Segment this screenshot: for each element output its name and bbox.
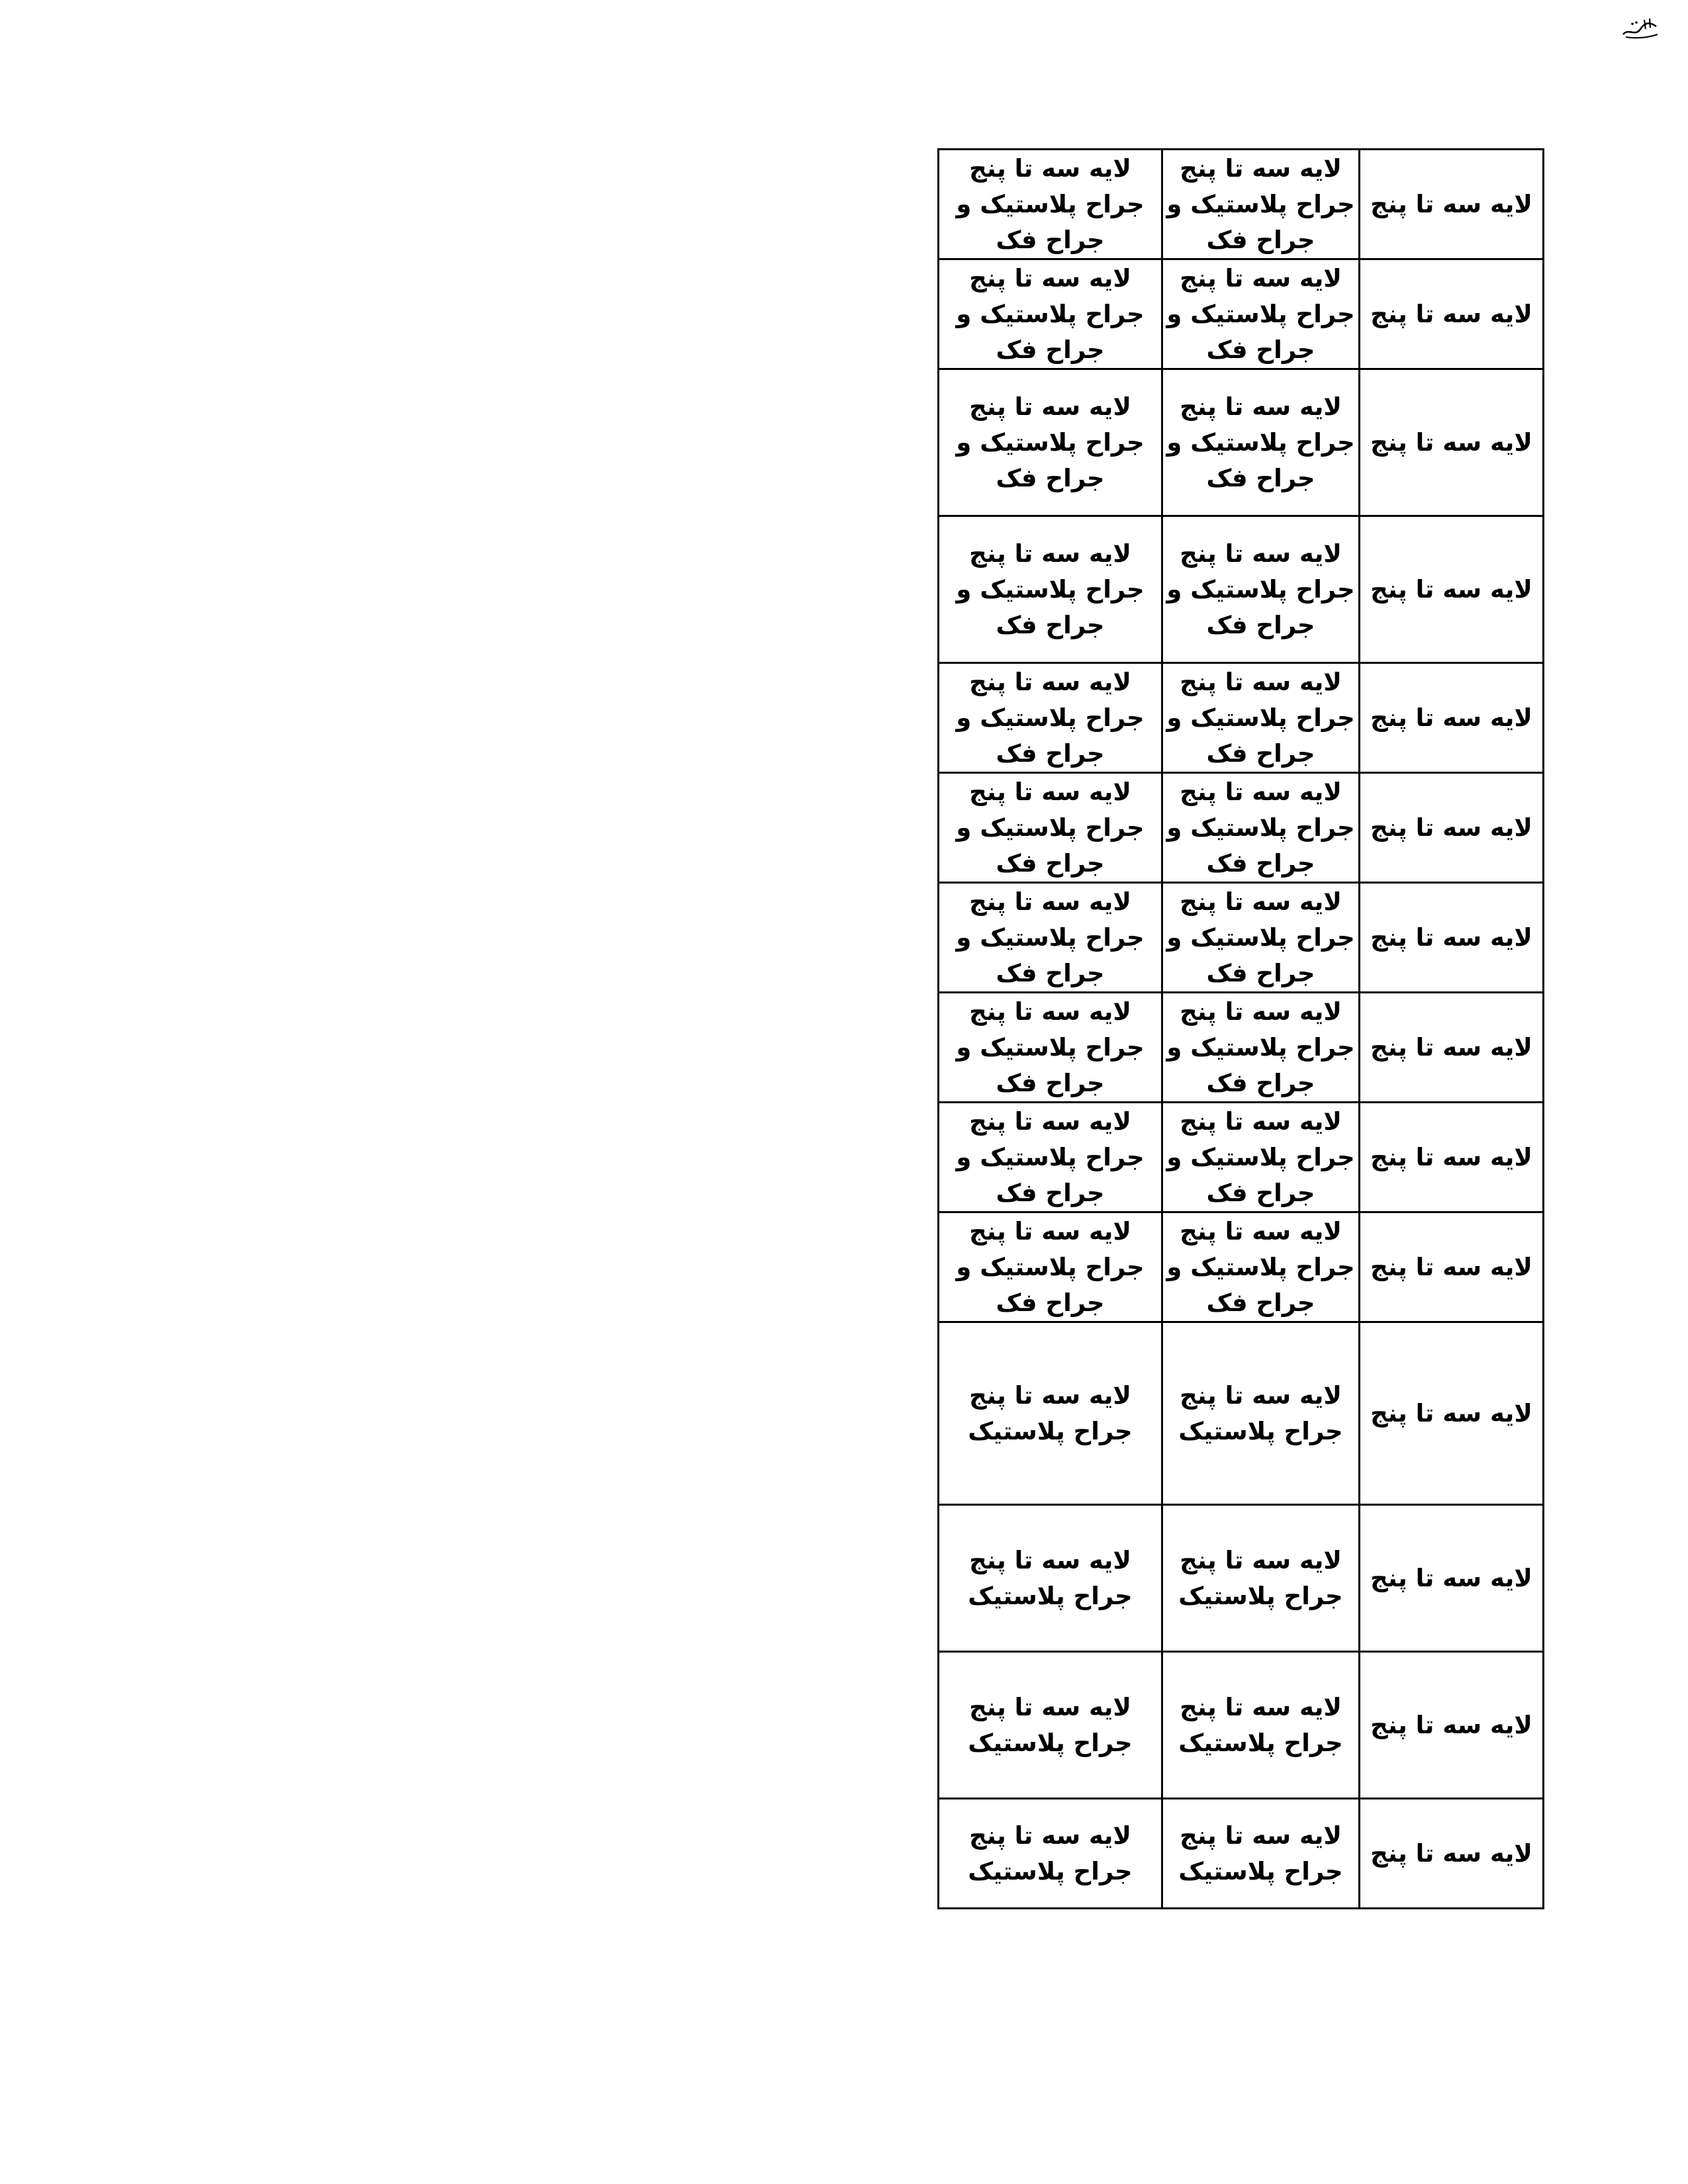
table-cell — [939, 663, 1162, 773]
cell-line: لایه سه تا پنج — [1180, 539, 1342, 568]
cell-text — [939, 389, 1161, 496]
table-row — [939, 993, 1544, 1103]
table-cell — [939, 150, 1162, 259]
table-cell — [1162, 1103, 1360, 1212]
table-cell — [1162, 1652, 1360, 1799]
cell-text — [1163, 774, 1358, 882]
table-cell — [1162, 1799, 1360, 1909]
cell-text — [1163, 1690, 1358, 1761]
cell-line: لایه سه تا پنج — [1370, 813, 1532, 842]
cell-line: جراح فک — [1206, 335, 1315, 364]
cell-line: جراح پلاستیک و — [956, 813, 1145, 842]
cell-line: لایه سه تا پنج — [969, 1821, 1131, 1850]
cell-line: لایه سه تا پنج — [1370, 1710, 1532, 1739]
cell-text — [1163, 1214, 1358, 1321]
cell-line: جراح فک — [996, 1288, 1105, 1317]
cell-line: جراح فک — [996, 610, 1105, 639]
cell-line: جراح پلاستیک — [968, 1416, 1133, 1445]
table-cell — [939, 1212, 1162, 1322]
table-row — [939, 369, 1544, 516]
cell-text — [1360, 425, 1542, 461]
table-cell — [1162, 150, 1360, 259]
cell-line: جراح پلاستیک — [1178, 1856, 1343, 1886]
cell-text — [1163, 1543, 1358, 1614]
cell-line: جراح فک — [996, 225, 1105, 254]
cell-line: جراح پلاستیک و — [1166, 299, 1355, 328]
cell-line: جراح فک — [1206, 1288, 1315, 1317]
cell-line: جراح پلاستیک و — [1166, 189, 1355, 218]
cell-line: لایه سه تا پنج — [1180, 777, 1342, 806]
cell-text — [939, 1214, 1161, 1321]
table-row — [939, 259, 1544, 369]
cell-line: جراح پلاستیک و — [956, 1252, 1145, 1281]
cell-line: لایه سه تا پنج — [1370, 1032, 1532, 1062]
cell-line: لایه سه تا پنج — [969, 539, 1131, 568]
cell-line: جراح فک — [1206, 1068, 1315, 1097]
table-cell — [1360, 1505, 1544, 1652]
table-cell — [1360, 1652, 1544, 1799]
cell-line: لایه سه تا پنج — [1370, 1252, 1532, 1281]
table-cell — [1360, 1212, 1544, 1322]
table-cell — [1360, 883, 1544, 993]
table-cell — [1360, 1322, 1544, 1505]
table-cell — [1162, 516, 1360, 663]
cell-line: لایه سه تا پنج — [969, 777, 1131, 806]
cell-line: لایه سه تا پنج — [969, 1381, 1131, 1410]
table-row — [939, 1652, 1544, 1799]
table-row — [939, 1103, 1544, 1212]
cell-line: لایه سه تا پنج — [1370, 1142, 1532, 1171]
table-cell — [939, 773, 1162, 883]
cell-line: لایه سه تا پنج — [1370, 1839, 1532, 1868]
cell-text — [1360, 700, 1542, 736]
cell-line: لایه سه تا پنج — [1180, 1381, 1342, 1410]
cell-text — [939, 261, 1161, 368]
cell-line: جراح پلاستیک و — [956, 299, 1145, 328]
table-row — [939, 663, 1544, 773]
cell-line: جراح فک — [1206, 958, 1315, 987]
table-cell — [1162, 1505, 1360, 1652]
logo-mark-icon — [1619, 15, 1660, 42]
cell-line: لایه سه تا پنج — [1370, 299, 1532, 328]
cell-line: لایه سه تا پنج — [1370, 1398, 1532, 1428]
table-cell — [1360, 1799, 1544, 1909]
cell-line: جراح فک — [996, 1068, 1105, 1097]
cell-line: جراح پلاستیک — [968, 1581, 1133, 1610]
cell-line: لایه سه تا پنج — [1180, 887, 1342, 916]
cell-line: جراح فک — [996, 463, 1105, 492]
table-cell — [1360, 516, 1544, 663]
cell-line: لایه سه تا پنج — [1370, 703, 1532, 732]
cell-line: جراح پلاستیک و — [1166, 574, 1355, 604]
table-cell — [939, 883, 1162, 993]
cell-text — [939, 1690, 1161, 1761]
cell-line: جراح فک — [996, 739, 1105, 768]
cell-text — [939, 151, 1161, 258]
cell-text — [1163, 261, 1358, 368]
table-row — [939, 1505, 1544, 1652]
cell-text — [939, 536, 1161, 643]
cell-text — [939, 1104, 1161, 1211]
cell-line: لایه سه تا پنج — [969, 1692, 1131, 1721]
cell-text — [1163, 389, 1358, 496]
publisher-logo-icon — [1619, 15, 1660, 42]
cell-text — [1163, 664, 1358, 772]
cell-line: لایه سه تا پنج — [1180, 997, 1342, 1026]
cell-line: لایه سه تا پنج — [969, 1216, 1131, 1246]
table-row — [939, 773, 1544, 883]
cell-line: جراح پلاستیک و — [1166, 428, 1355, 457]
cell-text — [1360, 810, 1542, 846]
cell-line: لایه سه تا پنج — [969, 1107, 1131, 1136]
table-cell — [939, 993, 1162, 1103]
cell-text — [939, 664, 1161, 772]
cell-line: لایه سه تا پنج — [1180, 1216, 1342, 1246]
cell-line: جراح پلاستیک — [1178, 1416, 1343, 1445]
table-cell — [939, 1799, 1162, 1909]
cell-line: لایه سه تا پنج — [1180, 1821, 1342, 1850]
table-cell — [1360, 369, 1544, 516]
cell-text — [1163, 1104, 1358, 1211]
table-cell — [1162, 1322, 1360, 1505]
table-cell — [939, 1505, 1162, 1652]
cell-line: لایه سه تا پنج — [969, 154, 1131, 183]
table-cell — [1360, 993, 1544, 1103]
cell-line: لایه سه تا پنج — [1370, 1563, 1532, 1592]
cell-line: لایه سه تا پنج — [1180, 154, 1342, 183]
table-cell — [939, 369, 1162, 516]
cell-text — [1360, 1396, 1542, 1432]
table-row — [939, 516, 1544, 663]
cell-line: لایه سه تا پنج — [1370, 574, 1532, 604]
cell-text — [1360, 187, 1542, 222]
cell-line: جراح فک — [996, 1178, 1105, 1207]
cell-text — [1163, 536, 1358, 643]
cell-line: جراح پلاستیک و — [956, 574, 1145, 604]
cell-line: جراح پلاستیک و — [956, 1032, 1145, 1062]
cell-line: لایه سه تا پنج — [969, 1545, 1131, 1574]
cell-line: جراح فک — [1206, 739, 1315, 768]
cell-line: جراح فک — [1206, 610, 1315, 639]
table-cell — [1162, 369, 1360, 516]
cell-line: لایه سه تا پنج — [969, 392, 1131, 421]
cell-text — [1360, 1707, 1542, 1743]
cell-line: جراح فک — [1206, 225, 1315, 254]
table-cell — [1162, 883, 1360, 993]
table-cell — [1360, 259, 1544, 369]
cell-line: لایه سه تا پنج — [1370, 923, 1532, 952]
cell-text — [1163, 884, 1358, 991]
table-cell — [939, 259, 1162, 369]
table-cell — [1162, 259, 1360, 369]
table-cell — [1162, 1212, 1360, 1322]
cell-text — [1163, 994, 1358, 1101]
cell-text — [1163, 1378, 1358, 1449]
cell-text — [939, 1818, 1161, 1889]
cell-text — [939, 1378, 1161, 1449]
cell-line: جراح پلاستیک و — [1166, 813, 1355, 842]
cell-line: جراح پلاستیک و — [1166, 1032, 1355, 1062]
table-row — [939, 1799, 1544, 1909]
cell-line: لایه سه تا پنج — [1180, 263, 1342, 293]
cell-line: جراح پلاستیک و — [1166, 1142, 1355, 1171]
cell-line: لایه سه تا پنج — [1180, 1107, 1342, 1136]
table-body — [939, 150, 1544, 1909]
cell-line: لایه سه تا پنج — [1180, 392, 1342, 421]
table-row — [939, 883, 1544, 993]
table-cell — [1360, 773, 1544, 883]
cell-text — [1360, 296, 1542, 332]
cell-line: جراح پلاستیک و — [956, 428, 1145, 457]
table-cell — [939, 1322, 1162, 1505]
cell-line: جراح پلاستیک — [968, 1856, 1133, 1886]
cell-text — [939, 1543, 1161, 1614]
cell-text — [1163, 151, 1358, 258]
cell-text — [939, 774, 1161, 882]
cell-line: لایه سه تا پنج — [969, 997, 1131, 1026]
cell-line: جراح فک — [1206, 463, 1315, 492]
cell-line: جراح پلاستیک — [968, 1728, 1133, 1757]
cell-line: جراح فک — [996, 335, 1105, 364]
cell-line: جراح فک — [1206, 848, 1315, 878]
cell-line: جراح پلاستیک و — [1166, 703, 1355, 732]
table-cell — [1360, 663, 1544, 773]
cell-text — [1360, 1140, 1542, 1175]
table-cell — [939, 1652, 1162, 1799]
cell-text — [939, 884, 1161, 991]
data-table — [937, 148, 1544, 1909]
table-cell — [939, 516, 1162, 663]
cell-line: جراح فک — [996, 958, 1105, 987]
table-cell — [939, 1103, 1162, 1212]
table-row — [939, 150, 1544, 259]
cell-line: جراح پلاستیک و — [956, 703, 1145, 732]
cell-line: لایه سه تا پنج — [1180, 1692, 1342, 1721]
cell-text — [1360, 920, 1542, 956]
cell-line: جراح پلاستیک و — [1166, 1252, 1355, 1281]
cell-line: جراح پلاستیک — [1178, 1728, 1343, 1757]
cell-text — [1360, 1030, 1542, 1066]
cell-line: لایه سه تا پنج — [969, 263, 1131, 293]
cell-line: لایه سه تا پنج — [1370, 428, 1532, 457]
cell-line: لایه سه تا پنج — [969, 887, 1131, 916]
table-cell — [1162, 663, 1360, 773]
cell-line: جراح پلاستیک — [1178, 1581, 1343, 1610]
table-row — [939, 1322, 1544, 1505]
cell-text — [1163, 1818, 1358, 1889]
cell-line: جراح فک — [996, 848, 1105, 878]
table-cell — [1162, 993, 1360, 1103]
table-cell — [1360, 1103, 1544, 1212]
cell-text — [1360, 1836, 1542, 1872]
cell-line: جراح فک — [1206, 1178, 1315, 1207]
cell-line: لایه سه تا پنج — [1180, 1545, 1342, 1574]
table-cell — [1360, 150, 1544, 259]
cell-line: جراح پلاستیک و — [956, 189, 1145, 218]
cell-text — [1360, 1250, 1542, 1285]
cell-line: لایه سه تا پنج — [1180, 667, 1342, 696]
cell-line: لایه سه تا پنج — [1370, 189, 1532, 218]
cell-line: لایه سه تا پنج — [969, 667, 1131, 696]
table-row — [939, 1212, 1544, 1322]
cell-line: جراح پلاستیک و — [956, 923, 1145, 952]
cell-text — [1360, 572, 1542, 608]
cell-line: جراح پلاستیک و — [1166, 923, 1355, 952]
cell-line: جراح پلاستیک و — [956, 1142, 1145, 1171]
table-cell — [1162, 773, 1360, 883]
cell-text — [1360, 1561, 1542, 1596]
cell-text — [939, 994, 1161, 1101]
